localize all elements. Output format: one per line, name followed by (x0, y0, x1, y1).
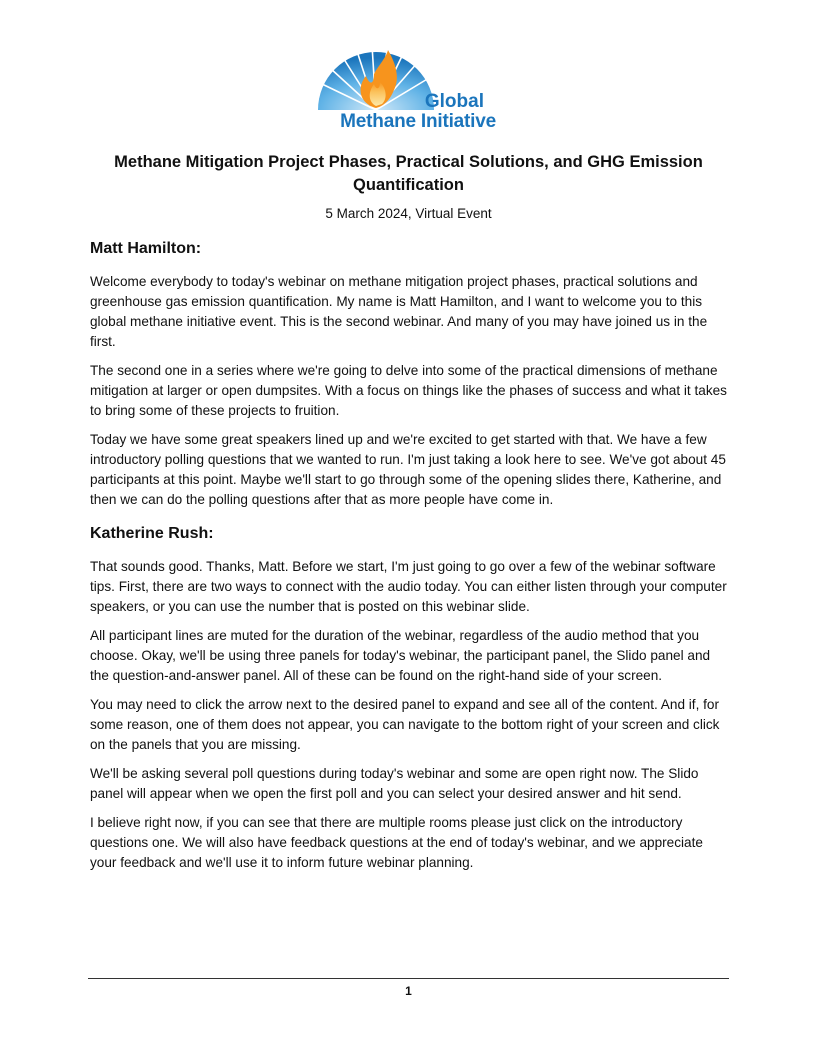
global-methane-initiative-logo (316, 44, 496, 136)
logo-line-global: Global (424, 91, 484, 112)
transcript-paragraph: You may need to click the arrow next to the desired panel to expand and see all of the content. And if, for some reason, one of them does not appear, you can navigate to the bottom right of your screen and click on the panels that you are missing. (90, 697, 720, 752)
speaker-name: Matt Hamilton: (90, 240, 202, 257)
speaker-section (90, 523, 730, 873)
transcript-body (90, 238, 730, 882)
logo-wordmark (320, 92, 496, 132)
transcript-paragraph: Today we have some great speakers lined up and we're excited to get started with that. We have a few introductory polling questions that we wanted to run. I'm just taking a look here to see. We've got about 45 participants at this point. Maybe we'll start to go through some of the opening slides there, Katherine, and then we can do the polling questions after that as more people have come in. (90, 432, 726, 507)
footer-divider (88, 978, 729, 979)
transcript-paragraph: I believe right now, if you can see that there are multiple rooms please just click on the introductory questions one. We will also have feedback questions at the end of today's webinar, and we appreciate your feedback and we'll use it to inform future webinar planning. (90, 815, 703, 870)
transcript-paragraph: The second one in a series where we're going to delve into some of the practical dimensions of methane mitigation at larger or open dumpsites. With a focus on things like the phases of success and what it takes to bring some of these projects to fruition. (90, 363, 727, 418)
transcript-paragraph: Welcome everybody to today's webinar on methane mitigation project phases, practical solutions and greenhouse gas emission quantification. My name is Matt Hamilton, and I want to welcome you to this global methane initiative event. This is the second webinar. And many of you may have joined us in the first. (90, 274, 708, 349)
transcript-paragraph: We'll be asking several poll questions during today's webinar and some are open right now. The Slido panel will appear when we open the first poll and you can select your desired answer and hit send. (90, 766, 699, 801)
document-subtitle: 5 March 2024, Virtual Event (325, 206, 492, 221)
transcript-paragraph: All participant lines are muted for the duration of the webinar, regardless of the audio method that you choose. Okay, we'll be using three panels for today's webinar, the participant panel, the Slido panel and the question-and-answer panel. All of these can be found on the right-hand side of your screen. (90, 628, 711, 683)
logo-line-methane-initiative: Methane Initiative (340, 111, 496, 132)
document-title: Methane Mitigation Project Phases, Practical Solutions, and GHG Emission Quantification (114, 153, 703, 194)
page-number: 1 (405, 984, 412, 998)
speaker-section (90, 238, 730, 510)
transcript-paragraph: That sounds good. Thanks, Matt. Before we start, I'm just going to go over a few of the webinar software tips. First, there are two ways to connect with the audio today. You can either listen through your computer speakers, or you can use the number that is posted on this webinar slide. (90, 559, 727, 614)
speaker-name: Katherine Rush: (90, 525, 214, 542)
